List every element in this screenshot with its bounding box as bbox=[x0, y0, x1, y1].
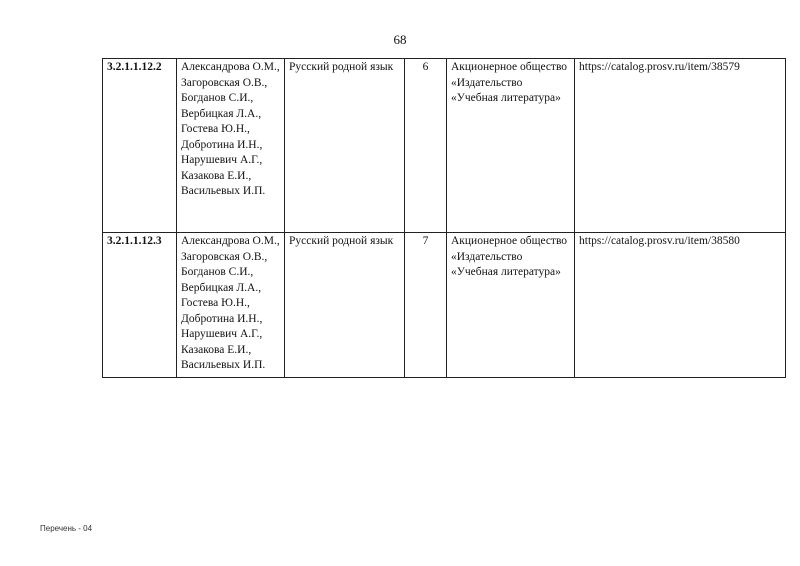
item-code: 3.2.1.1.12.3 bbox=[103, 233, 177, 378]
publisher-line: «Издательство bbox=[451, 250, 523, 263]
author-name: Гостева Ю.Н., bbox=[181, 123, 250, 135]
grade-cell: 7 bbox=[405, 233, 447, 378]
table-row bbox=[103, 233, 786, 378]
author-name: Вербицкая Л.А., bbox=[181, 107, 262, 120]
author-name: Казакова Е.И., bbox=[181, 343, 252, 356]
author-name: Васильевых И.П. bbox=[181, 185, 266, 197]
page-number: 68 bbox=[393, 32, 407, 47]
textbook-catalog-table bbox=[102, 58, 786, 378]
publisher-line: Акционерное общество bbox=[451, 235, 568, 247]
author-name: Нарушевич А.Г., bbox=[181, 154, 263, 166]
footer-label: Перечень - 04 bbox=[40, 524, 93, 533]
author-name: Добротина И.Н., bbox=[181, 138, 263, 151]
author-name: Нарушевич А.Г., bbox=[181, 328, 263, 340]
table-row bbox=[103, 59, 786, 233]
publisher-cell bbox=[447, 233, 575, 378]
publisher-line: Акционерное общество bbox=[451, 61, 568, 73]
publisher-line: «Издательство bbox=[451, 76, 523, 89]
author-name: Васильевых И.П. bbox=[181, 359, 266, 371]
subject-cell: Русский родной язык bbox=[285, 59, 405, 233]
publisher-line: «Учебная литература» bbox=[451, 266, 561, 278]
authors-cell bbox=[177, 233, 285, 378]
author-name: Казакова Е.И., bbox=[181, 169, 252, 182]
author-name: Добротина И.Н., bbox=[181, 312, 263, 325]
catalog-url-cell: https://catalog.prosv.ru/item/38579 bbox=[575, 59, 786, 233]
authors-cell bbox=[177, 59, 285, 233]
publisher-cell bbox=[447, 59, 575, 233]
catalog-url-cell: https://catalog.prosv.ru/item/38580 bbox=[575, 233, 786, 378]
author-name: Богданов С.И., bbox=[181, 92, 254, 104]
author-name: Гостева Ю.Н., bbox=[181, 297, 250, 309]
author-name: Вербицкая Л.А., bbox=[181, 281, 262, 294]
author-name: Александрова О.М., bbox=[181, 61, 280, 73]
author-name: Загоровская О.В., bbox=[181, 250, 268, 263]
publisher-line: «Учебная литература» bbox=[451, 92, 561, 104]
item-code: 3.2.1.1.12.2 bbox=[103, 59, 177, 233]
subject-cell: Русский родной язык bbox=[285, 233, 405, 378]
author-name: Богданов С.И., bbox=[181, 266, 254, 278]
grade-cell: 6 bbox=[405, 59, 447, 233]
author-name: Александрова О.М., bbox=[181, 235, 280, 247]
author-name: Загоровская О.В., bbox=[181, 76, 268, 89]
